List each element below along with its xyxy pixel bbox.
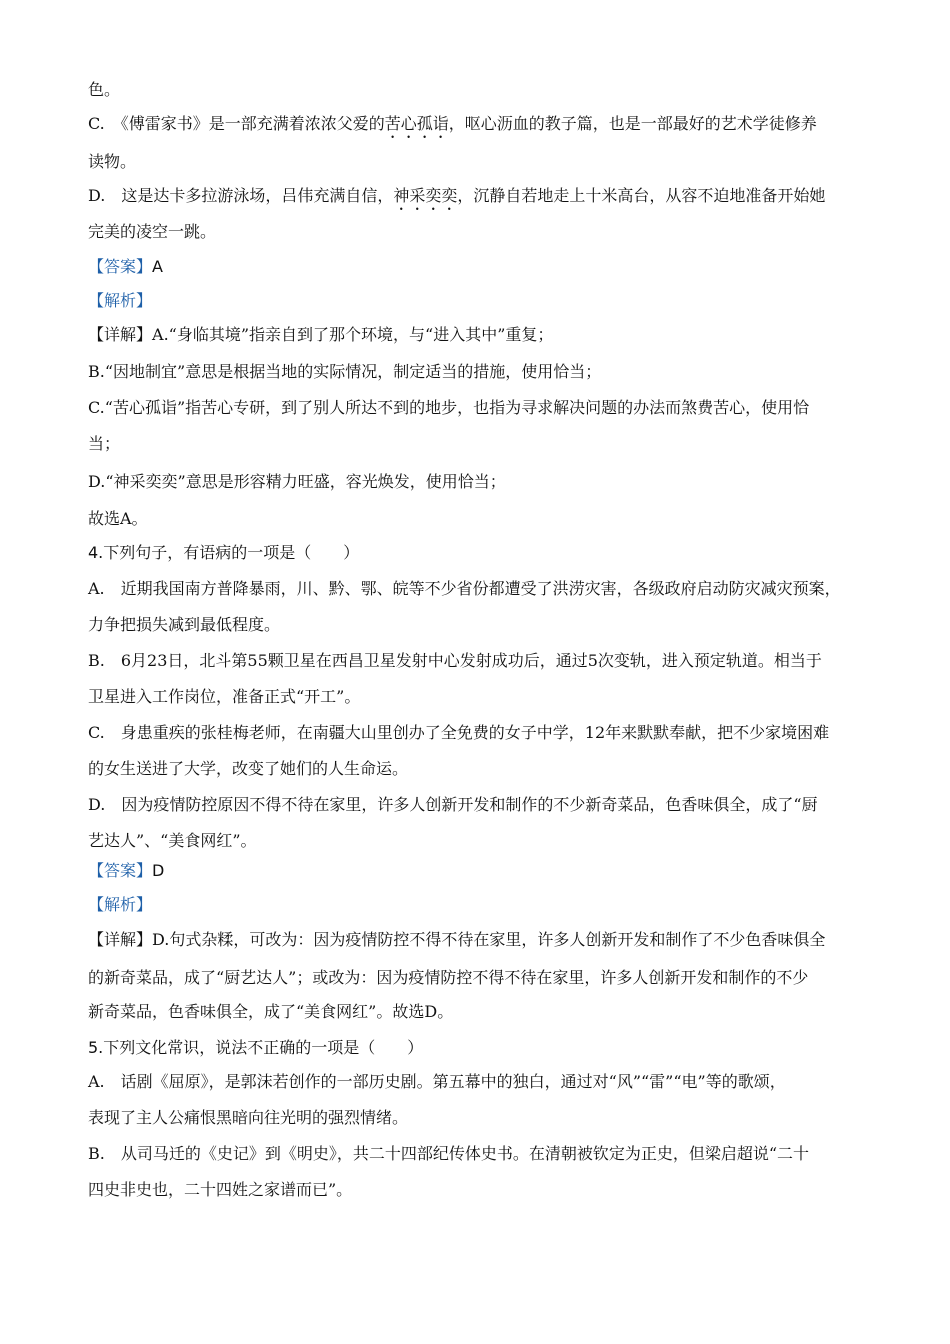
text-line	[88, 507, 878, 531]
text-line	[88, 470, 878, 494]
detail-line	[88, 323, 878, 347]
line-text: 力争把损失减到最低程度。	[88, 615, 281, 634]
answer-value: A	[152, 257, 163, 276]
answer-value: D	[152, 861, 165, 880]
detail-tag: 【详解】	[88, 930, 153, 949]
line-text: A.“身临其境”指亲自到了那个环境，与“进入其中”重复；	[152, 325, 554, 344]
option-c-line	[88, 112, 878, 136]
text-line	[88, 613, 878, 637]
line-text: 的新奇菜品，成了“厨艺达人”；或改为：因为疫情防控不得不待在家里，许多人创新开发和制作的不少	[88, 968, 809, 987]
line-text: A. 近期我国南方普降暴雨，川、黔、鄂、皖等不少省份都遭受了洪涝灾害，各级政府启动防灾减灾预案，	[88, 579, 841, 598]
line-text: 完美的凌空一跳。	[88, 222, 217, 241]
text-line	[88, 649, 878, 673]
emphasized-phrase: 神采奕奕	[393, 186, 458, 205]
text-line	[88, 396, 878, 420]
text-line	[88, 432, 878, 456]
line-text: D. 这是达卡多拉游泳场，吕伟充满自信，	[88, 186, 394, 205]
text-line	[88, 829, 878, 853]
line-text: D.“神采奕奕”意思是形容精力旺盛，容光焕发，使用恰当；	[88, 472, 506, 491]
line-text: 表现了主人公痛恨黑暗向往光明的强烈情绪。	[88, 1108, 409, 1127]
answer-line	[88, 859, 878, 883]
question-4-title	[88, 541, 878, 565]
line-text: A. 话剧《屈原》，是郭沫若创作的一部历史剧。第五幕中的独白，通过对“风”“雷”“电”等的歌颂，	[88, 1072, 786, 1091]
text-line	[88, 966, 878, 990]
text-line	[88, 757, 878, 781]
line-text: 故选A。	[88, 509, 148, 528]
line-text: 的女生送进了大学，改变了她们的人生命运。	[88, 759, 409, 778]
line-text: ，沉静自若地走上十米高台，从容不迫地准备开始她	[457, 186, 826, 205]
text-line	[88, 577, 878, 601]
line-text: 4.下列句子，有语病的一项是（ ）	[88, 543, 360, 562]
detail-tag: 【详解】	[88, 325, 153, 344]
line-text: 当；	[88, 434, 121, 453]
line-text: B. 6月23日，北斗第55颗卫星在西昌卫星发射中心发射成功后，通过5次变轨，进入预定轨道。相当于	[88, 651, 822, 670]
answer-line	[88, 255, 878, 279]
line-text: 卫星进入工作岗位，准备正式“开工”。	[88, 687, 361, 706]
answer-tag: 【答案】	[88, 861, 153, 880]
line-text: 艺达人”、“美食网红”。	[88, 831, 257, 850]
text-line	[88, 1070, 878, 1094]
line-text: 新奇菜品，色香味俱全，成了“美食网红”。故选D。	[88, 1002, 454, 1021]
answer-tag: 【答案】	[88, 257, 153, 276]
line-text: C. 身患重疾的张桂梅老师，在南疆大山里创办了全免费的女子中学，12年来默默奉献，把不少家境困难	[88, 723, 830, 742]
text-line	[88, 1142, 878, 1166]
line-text: B.“因地制宜”意思是根据当地的实际情况，制定适当的措施，使用恰当；	[88, 362, 602, 381]
text-line	[88, 721, 878, 745]
line-text: B. 从司马迁的《史记》到《明史》，共二十四部纪传体史书。在清朝被钦定为正史，但梁启超说“二十	[88, 1144, 810, 1163]
text-line	[88, 150, 878, 174]
line-text: D.句式杂糅，可改为：因为疫情防控不得不待在家里，许多人创新开发和制作了不少色香味俱全	[152, 930, 826, 949]
text-line	[88, 360, 878, 384]
line-text: D. 因为疫情防控原因不得不待在家里，许多人创新开发和制作的不少新奇菜品，色香味俱全，成了“厨	[88, 795, 818, 814]
text-line	[88, 685, 878, 709]
analysis-tag: 【解析】	[88, 895, 153, 914]
text-line	[88, 1000, 878, 1024]
line-text: 读物。	[88, 152, 137, 171]
analysis-tag: 【解析】	[88, 291, 153, 310]
line-text: 5.下列文化常识，说法不正确的一项是（ ）	[88, 1038, 424, 1057]
detail-line	[88, 928, 878, 952]
analysis-line	[88, 893, 878, 917]
text-line	[88, 220, 878, 244]
emphasized-phrase: 苦心孤诣	[384, 114, 449, 133]
line-text: ，呕心沥血的教子篇，也是一部最好的艺术学徒修养	[448, 114, 817, 133]
text-line	[88, 1106, 878, 1130]
text-line	[88, 78, 878, 102]
line-text: C.“苦心孤诣”指苦心专研，到了别人所达不到的地步，也指为寻求解决问题的办法而煞费苦心，使用恰	[88, 398, 810, 417]
line-text: 四史非史也，二十四姓之家谱而已”。	[88, 1180, 353, 1199]
line-text: C. 《傅雷家书》是一部充满着浓浓父爱的	[88, 114, 385, 133]
text-line	[88, 1178, 878, 1202]
line-text: 色。	[88, 80, 121, 99]
text-line	[88, 793, 878, 817]
option-d-line	[88, 184, 878, 208]
question-5-title	[88, 1036, 878, 1060]
analysis-line	[88, 289, 878, 313]
